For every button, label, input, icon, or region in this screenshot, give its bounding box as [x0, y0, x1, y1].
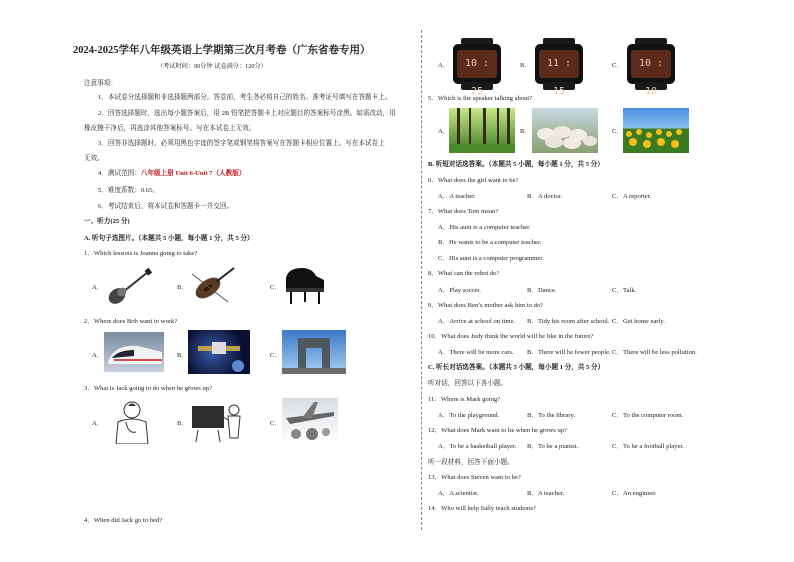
option-c: C．Talk.	[612, 287, 637, 294]
note-item: 2．回答选择题时，选出每小题答案后，用 2B 铅笔把答题卡上对应题目的答案标号涂黑。如需改动，用	[98, 110, 396, 117]
clock-image-c	[625, 38, 677, 97]
clock-image-a	[451, 38, 503, 97]
note-item: 3．回答非选择题时，必须用黑色字迹的签字笔或钢笔将答案写在答题卡相应位置上。写在本试卷上	[98, 140, 385, 147]
option-c: C．His aunt is a computer programmer.	[438, 255, 544, 262]
option-b-label: B．	[177, 352, 188, 359]
difficulty: 5．难度系数：0.65。	[98, 187, 159, 194]
exam-meta: （考试时间：90分钟 试卷满分：120分）	[157, 63, 267, 70]
option-a-label: A．	[92, 420, 104, 427]
instruction: 听一段材料，回答下面小题。	[428, 459, 514, 466]
option-b: B．Dance.	[527, 287, 557, 294]
option-b-label: B．	[520, 62, 531, 69]
option-b: B．He wants to be a computer teacher.	[438, 239, 542, 246]
option-c: C．To the computer room.	[612, 412, 684, 419]
option-c-label: C．	[270, 284, 281, 291]
clock-time: 10 : 10	[631, 50, 671, 78]
option-a: A．His aunt is a computer teacher.	[438, 224, 531, 231]
page-title: 2024-2025学年八年级英语上学期第三次月考卷（广东省卷专用）	[73, 45, 371, 56]
option-a: A．To be a basketball player.	[438, 443, 517, 450]
guitar-icon	[104, 266, 154, 306]
forest-image	[449, 108, 515, 153]
option-b: B．A teacher.	[527, 490, 565, 497]
option-b-label: B．	[177, 284, 188, 291]
option-a: A．A scientist.	[438, 490, 479, 497]
sheep-image	[532, 108, 598, 153]
option-c: C．Get home early.	[612, 318, 665, 325]
question-2: 2．Where does Bob want to work?	[84, 318, 178, 325]
clock-image-b	[533, 38, 585, 97]
option-b: B．A doctor.	[527, 193, 563, 200]
sunflower-image	[623, 108, 689, 153]
question-14: 14．Who will help Sally teach students?	[428, 505, 536, 512]
question-1: 1．Which lessons is Joanna going to take?	[84, 250, 198, 257]
instruction: 听对话，回答以下各小题。	[428, 380, 508, 387]
option-a: A．There will be more cars.	[438, 349, 514, 356]
clock-time: 10 : 25	[457, 50, 497, 78]
option-c: C．There will be less pollution.	[612, 349, 697, 356]
question-8: 8．What can the robot do?	[428, 270, 500, 277]
option-a: A．A teacher.	[438, 193, 476, 200]
test-scope	[98, 170, 245, 178]
option-c: C．A reporter.	[612, 193, 652, 200]
part-c-heading: C. 听长对话选答案。（本题共 5 小题，每小题 1 分，共 5 分）	[428, 364, 605, 371]
option-a-label: A．	[92, 284, 104, 291]
option-a: A．Arrive at school on time.	[438, 318, 516, 325]
option-b-label: B．	[177, 420, 188, 427]
building-image	[282, 330, 346, 374]
question-10: 10．What does Judy think the world will be like in the future?	[428, 333, 594, 340]
option-b: B．Tidy his room after school.	[527, 318, 610, 325]
question-6: 6．What does the girl want to be?	[428, 177, 519, 184]
option-c-label: C．	[270, 352, 281, 359]
train-image	[104, 332, 164, 372]
question-13: 13．What does Steven want to be?	[428, 474, 521, 481]
option-b: B．To be a pianist.	[527, 443, 579, 450]
right-column	[425, 0, 794, 562]
question-3: 3．What is Jack going to do when he grows up?	[84, 385, 213, 392]
part-b-heading: B. 听短对话选答案。（本题共 5 小题，每小题 1 分，共 5 分）	[428, 161, 604, 168]
option-b: B．To the library.	[527, 412, 576, 419]
question-5: 5．Which is the speaker talking about?	[428, 95, 533, 102]
option-a-label: A．	[438, 128, 450, 135]
pilot-image	[282, 398, 338, 444]
option-b: B．There will be fewer people.	[527, 349, 611, 356]
question-7: 7．What does Tom mean?	[428, 208, 499, 215]
option-c-label: C．	[270, 420, 281, 427]
column-divider	[421, 30, 422, 530]
question-4: 4．When did Jack go to bed?	[84, 517, 163, 524]
question-12: 12．What does Mark want to be when he grows up?	[428, 427, 567, 434]
option-c: C．To be a football player.	[612, 443, 684, 450]
option-a-label: A．	[92, 352, 104, 359]
option-c-label: C．	[612, 62, 623, 69]
option-c: C．An engineer.	[612, 490, 657, 497]
clock-time: 11 : 15	[539, 50, 579, 78]
violin-icon	[188, 264, 238, 306]
note-item: 1．本试卷分选择题和非选择题两部分。答卷前，考生务必将自己的姓名、准考证号填写在答题卡上。	[98, 94, 392, 101]
notes-heading: 注意事项：	[84, 80, 117, 87]
option-a-label: A．	[438, 62, 450, 69]
test-scope-value: 八年级上册 Unit 6-Unit 7（人教版）	[140, 170, 246, 177]
doctor-image	[106, 398, 158, 444]
option-a: A．To the playground.	[438, 412, 500, 419]
test-scope-label: 4．测试范围：	[98, 170, 141, 177]
note-item: 无效。	[84, 155, 104, 162]
option-a: A．Play soccer.	[438, 287, 481, 294]
part-a-heading: A. 听句子选图片。（本题共 5 小题，每小题 1 分，共 5 分）	[84, 235, 254, 242]
section-heading: 一、听力(25 分)	[84, 218, 130, 225]
option-c-label: C．	[612, 128, 623, 135]
question-11: 11．Where is Mark going?	[428, 396, 501, 403]
submit-note: 6．考试结束后，将本试卷和答题卡一并交回。	[98, 203, 234, 210]
space-station-image	[188, 330, 250, 374]
piano-icon	[282, 264, 328, 306]
note-item: 橡皮擦干净后，再选涂其他答案标号。写在本试卷上无效。	[84, 125, 256, 132]
option-b-label: B．	[520, 128, 531, 135]
question-9: 9．What does Ben’s mother ask him to do?	[428, 302, 544, 309]
teacher-image	[190, 400, 246, 444]
